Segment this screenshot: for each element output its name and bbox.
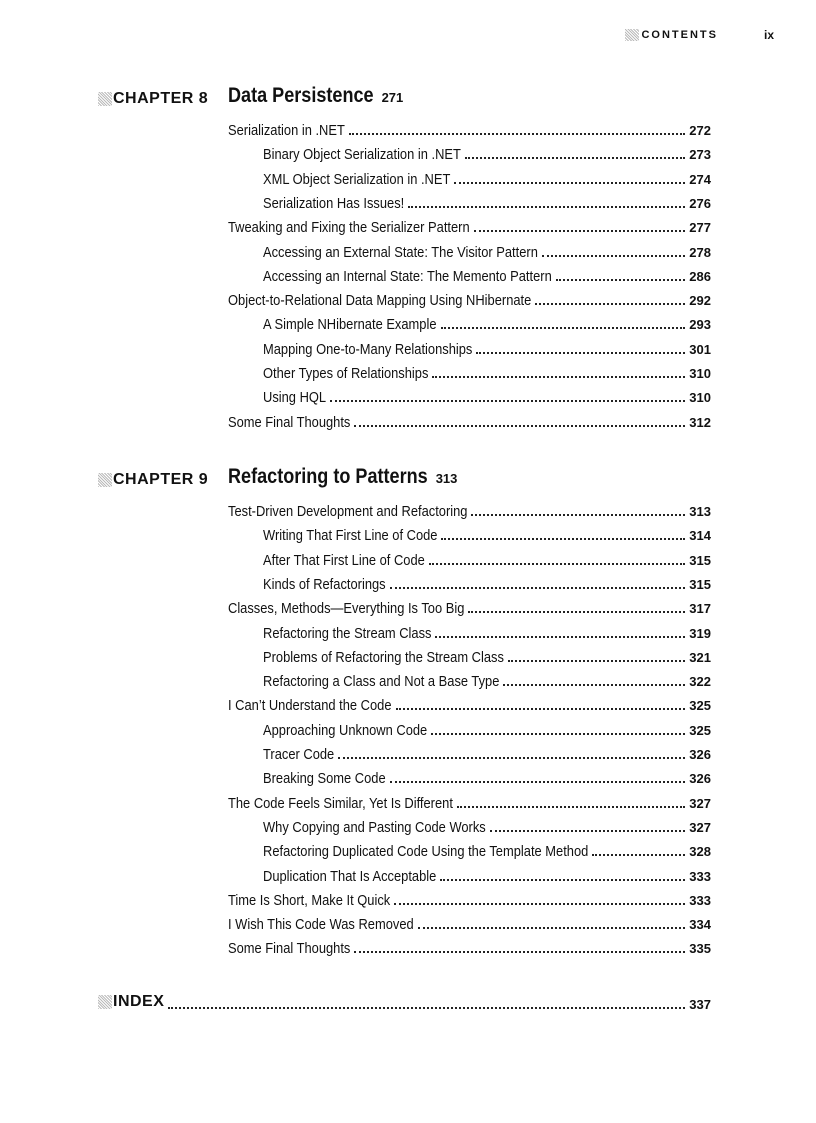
entry-title: Serialization Has Issues! xyxy=(263,194,405,212)
entry-text-wrapper xyxy=(228,503,467,520)
entry-text-wrapper xyxy=(263,843,588,860)
entry-text-wrapper xyxy=(228,795,453,812)
entry-title: Duplication That Is Acceptable xyxy=(263,867,437,885)
entry-page-number: 286 xyxy=(689,268,711,284)
chapter-title: Data Persistence xyxy=(228,84,374,107)
dot-leader xyxy=(390,781,686,783)
subsection-entry[interactable] xyxy=(263,268,711,292)
entry-page-number: 325 xyxy=(689,698,711,714)
subsection-entry[interactable] xyxy=(263,146,711,170)
dot-leader xyxy=(457,806,685,808)
entry-title: Accessing an External State: The Visitor Pattern xyxy=(263,243,538,261)
chapter-block xyxy=(0,465,816,958)
index-page-number: 337 xyxy=(689,997,711,1012)
section-entry[interactable] xyxy=(228,122,711,146)
entry-text-wrapper xyxy=(263,746,334,763)
section-entry[interactable] xyxy=(228,600,711,624)
subsection-entry[interactable] xyxy=(263,171,711,195)
entry-title: I Wish This Code Was Removed xyxy=(228,916,414,934)
entry-title: A Simple NHibernate Example xyxy=(263,316,437,334)
entry-title: Test-Driven Development and Refactoring xyxy=(228,503,468,520)
entry-text-wrapper xyxy=(263,576,386,593)
dot-leader xyxy=(396,708,686,710)
entry-title: Refactoring Duplicated Code Using the Template Method xyxy=(263,843,589,861)
entry-page-number: 321 xyxy=(689,649,711,665)
subsection-entry[interactable] xyxy=(263,195,711,219)
entry-page-number: 310 xyxy=(689,390,711,406)
dot-leader xyxy=(454,182,685,184)
entry-title: Serialization in .NET xyxy=(228,122,345,139)
entry-text-wrapper xyxy=(263,341,472,358)
subsection-entry[interactable] xyxy=(263,843,711,867)
entry-page-number: 327 xyxy=(689,819,711,835)
entry-page-number: 319 xyxy=(689,625,711,641)
entry-text-wrapper xyxy=(263,244,538,261)
running-head-page-number: ix xyxy=(763,28,774,42)
subsection-entry[interactable] xyxy=(263,552,711,576)
subsection-entry[interactable] xyxy=(263,341,711,365)
dot-leader xyxy=(429,563,685,565)
dot-leader xyxy=(441,538,685,540)
entry-text-wrapper xyxy=(228,600,464,617)
entry-page-number: 278 xyxy=(689,244,711,260)
entry-text-wrapper xyxy=(263,649,504,666)
entry-text-wrapper xyxy=(263,527,437,544)
section-entry[interactable] xyxy=(228,292,711,316)
entry-page-number: 277 xyxy=(689,220,711,236)
entry-page-number: 325 xyxy=(689,722,711,738)
entry-text-wrapper xyxy=(228,292,531,309)
section-entry[interactable] xyxy=(228,916,711,940)
dot-leader xyxy=(349,133,685,135)
entry-page-number: 334 xyxy=(689,917,711,933)
entry-title: Some Final Thoughts xyxy=(228,940,351,958)
dot-leader xyxy=(542,255,685,257)
entry-title: Using HQL xyxy=(263,389,327,407)
dot-leader xyxy=(556,279,686,281)
entry-page-number: 276 xyxy=(689,195,711,211)
entry-text-wrapper xyxy=(263,171,450,188)
dot-leader xyxy=(503,684,685,686)
chapter-heading[interactable] xyxy=(0,84,816,112)
hatch-ornament-icon xyxy=(625,29,639,41)
entry-title: Tweaking and Fixing the Serializer Pattern xyxy=(228,219,470,237)
entry-text-wrapper xyxy=(263,819,486,836)
section-entry[interactable] xyxy=(228,795,711,819)
entry-title: Why Copying and Pasting Code Works xyxy=(263,818,486,836)
section-entry[interactable] xyxy=(228,892,711,916)
dot-leader xyxy=(435,636,685,638)
dot-leader xyxy=(354,425,685,427)
dot-leader xyxy=(471,514,685,516)
dot-leader xyxy=(468,611,685,613)
entry-title: XML Object Serialization in .NET xyxy=(263,170,451,188)
subsection-entry[interactable] xyxy=(263,746,711,770)
entry-page-number: 313 xyxy=(689,504,711,519)
entry-page-number: 315 xyxy=(689,552,711,568)
running-head-label: CONTENTS xyxy=(641,29,718,41)
dot-leader xyxy=(408,206,685,208)
entry-page-number: 335 xyxy=(689,941,711,957)
dot-leader xyxy=(592,854,685,856)
entry-title: Refactoring a Class and Not a Base Type xyxy=(263,673,500,691)
entry-page-number: 272 xyxy=(689,123,711,138)
entry-title: Accessing an Internal State: The Memento Pattern xyxy=(263,267,552,285)
entry-title: Object-to-Relational Data Mapping Using NHibernate xyxy=(228,292,532,310)
entry-page-number: 322 xyxy=(689,674,711,690)
dot-leader xyxy=(440,879,685,881)
entry-text-wrapper xyxy=(228,916,414,933)
entry-text-wrapper xyxy=(263,389,326,406)
entry-title: Writing That First Line of Code xyxy=(263,527,438,545)
entry-page-number: 312 xyxy=(689,414,711,430)
section-entry[interactable] xyxy=(228,503,711,527)
chapter-title-line xyxy=(228,465,458,489)
dot-leader xyxy=(432,376,685,378)
chapter-label-text: CHAPTER 9 xyxy=(113,471,209,488)
entry-title: The Code Feels Similar, Yet Is Different xyxy=(228,794,453,812)
entry-text-wrapper xyxy=(228,697,392,714)
chapter-page-number: 271 xyxy=(381,90,404,105)
section-entry[interactable] xyxy=(228,940,711,964)
entry-text-wrapper xyxy=(228,940,350,957)
entry-text-wrapper xyxy=(263,673,499,690)
entry-title: Problems of Refactoring the Stream Class xyxy=(263,648,504,666)
index-label xyxy=(98,993,164,1011)
entry-page-number: 293 xyxy=(689,317,711,333)
entry-page-number: 327 xyxy=(689,795,711,811)
dot-leader xyxy=(441,327,686,329)
entry-page-number: 333 xyxy=(689,892,711,908)
hatch-ornament-icon xyxy=(98,995,112,1009)
index-entry[interactable] xyxy=(98,993,711,1013)
dot-leader xyxy=(168,1007,685,1009)
index-label-text: INDEX xyxy=(113,993,165,1010)
subsection-entry[interactable] xyxy=(263,649,711,673)
entry-text-wrapper xyxy=(263,195,404,212)
entry-title: Some Final Thoughts xyxy=(228,413,351,431)
chapter-title: Refactoring to Patterns xyxy=(228,465,428,488)
entry-text-wrapper xyxy=(263,552,425,569)
dot-leader xyxy=(508,660,685,662)
entry-page-number: 301 xyxy=(689,341,711,357)
section-entry[interactable] xyxy=(228,219,711,243)
subsection-entry[interactable] xyxy=(263,576,711,600)
subsection-entry[interactable] xyxy=(263,316,711,340)
dot-leader xyxy=(431,733,685,735)
entry-page-number: 328 xyxy=(689,844,711,860)
entry-text-wrapper xyxy=(263,365,428,382)
dot-leader xyxy=(490,830,686,832)
subsection-entry[interactable] xyxy=(263,389,711,413)
entry-text-wrapper xyxy=(263,770,386,787)
chapter-page-number: 313 xyxy=(435,471,458,486)
dot-leader xyxy=(474,230,686,232)
hatch-ornament-icon xyxy=(98,473,112,487)
entry-page-number: 333 xyxy=(689,868,711,884)
entry-text-wrapper xyxy=(263,722,427,739)
entry-page-number: 315 xyxy=(689,576,711,592)
entry-title: Mapping One-to-Many Relationships xyxy=(263,340,473,358)
chapter-block xyxy=(0,84,816,431)
subsection-entry[interactable] xyxy=(263,770,711,794)
dot-leader xyxy=(394,903,685,905)
entry-title: Kinds of Refactorings xyxy=(263,575,386,593)
entry-title: After That First Line of Code xyxy=(263,551,425,569)
subsection-entry[interactable] xyxy=(263,868,711,892)
dot-leader xyxy=(418,927,686,929)
dot-leader xyxy=(330,400,685,402)
dot-leader xyxy=(476,352,685,354)
entry-page-number: 326 xyxy=(689,747,711,762)
chapter-label xyxy=(98,471,208,489)
section-entry[interactable] xyxy=(228,414,711,438)
entry-text-wrapper xyxy=(228,122,345,139)
entry-title: I Can’t Understand the Code xyxy=(228,697,392,715)
entry-page-number: 326 xyxy=(689,771,711,787)
dot-leader xyxy=(390,587,686,589)
entry-text-wrapper xyxy=(263,146,461,163)
entry-title: Binary Object Serialization in .NET xyxy=(263,146,461,164)
subsection-entry[interactable] xyxy=(263,722,711,746)
entry-title: Breaking Some Code xyxy=(263,770,386,788)
entry-title: Tracer Code xyxy=(263,746,335,763)
entry-text-wrapper xyxy=(263,316,437,333)
entry-title: Refactoring the Stream Class xyxy=(263,624,432,642)
hatch-ornament-icon xyxy=(98,92,112,106)
entry-page-number: 274 xyxy=(689,171,711,187)
entry-text-wrapper xyxy=(263,868,436,885)
entry-text-wrapper xyxy=(263,625,431,642)
chapter-heading[interactable] xyxy=(0,465,816,493)
subsection-entry[interactable] xyxy=(263,819,711,843)
subsection-entry[interactable] xyxy=(263,244,711,268)
entry-page-number: 292 xyxy=(689,293,711,309)
dot-leader xyxy=(465,157,685,159)
subsection-entry[interactable] xyxy=(263,527,711,551)
entry-page-number: 273 xyxy=(689,147,711,163)
entry-title: Time Is Short, Make It Quick xyxy=(228,891,391,909)
subsection-entry[interactable] xyxy=(263,365,711,389)
entry-page-number: 314 xyxy=(689,528,711,544)
chapter-label-text: CHAPTER 8 xyxy=(113,90,209,107)
chapter-title-line xyxy=(228,84,404,108)
entry-page-number: 310 xyxy=(689,366,711,381)
entry-title: Classes, Methods—Everything Is Too Big xyxy=(228,600,465,618)
entry-text-wrapper xyxy=(263,268,552,285)
entry-text-wrapper xyxy=(228,219,470,236)
chapter-label xyxy=(98,90,208,108)
subsection-entry[interactable] xyxy=(263,625,711,649)
entry-text-wrapper xyxy=(228,414,350,431)
dot-leader xyxy=(535,303,685,305)
subsection-entry[interactable] xyxy=(263,673,711,697)
dot-leader xyxy=(354,951,685,953)
entry-title: Other Types of Relationships xyxy=(263,365,429,382)
section-entry[interactable] xyxy=(228,697,711,721)
entry-text-wrapper xyxy=(228,892,390,909)
running-head xyxy=(625,28,774,42)
dot-leader xyxy=(338,757,685,759)
entry-title: Approaching Unknown Code xyxy=(263,721,428,739)
entry-page-number: 317 xyxy=(689,601,711,617)
